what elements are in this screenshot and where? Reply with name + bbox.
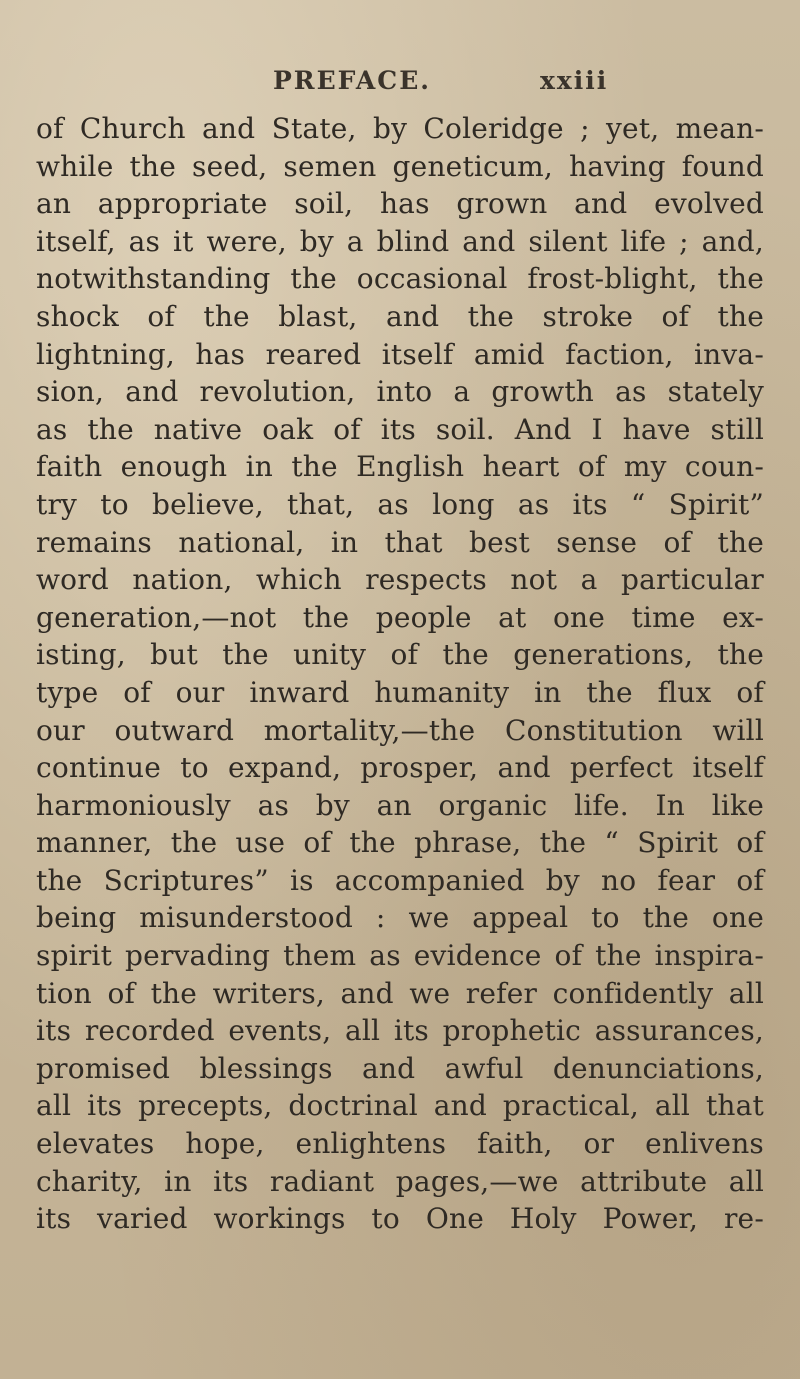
running-head-title: PREFACE. [273,66,431,95]
text-line: spirit pervading them as evidence of the inspira- [36,939,764,973]
body-text [36,110,764,1238]
text-line: try to believe, that, as long as its “ Spirit” [36,487,764,521]
text-line: the Scriptures” is accompanied by no fear of [36,863,764,897]
text-line: notwithstanding the occasional frost-blight, the [36,262,764,296]
text-line: promised blessings and awful denunciations, [36,1051,764,1085]
text-line: faith enough in the English heart of my coun- [36,450,764,484]
text-line: isting, but the unity of the generations, the [36,638,764,672]
text-line: as the native oak of its soil. And I have still [36,412,764,446]
text-line: shock of the blast, and the stroke of the [36,299,764,333]
text-line: word nation, which respects not a particular [36,563,764,597]
text-line: harmoniously as by an organic life. In like [36,788,764,822]
text-line: manner, the use of the phrase, the “ Spirit of [36,826,764,860]
text-line: elevates hope, enlightens faith, or enlivens [36,1127,764,1161]
text-line: remains national, in that best sense of the [36,525,764,559]
text-line: an appropriate soil, has grown and evolved [36,187,764,221]
text-line: our outward mortality,—the Constitution will [36,713,764,747]
page-number: xxiii [540,66,609,95]
text-line: generation,—not the people at one time ex- [36,600,764,634]
text-line: charity, in its radiant pages,—we attribute all [36,1164,764,1198]
running-head [0,66,800,106]
text-line: lightning, has reared itself amid faction, inva- [36,337,764,371]
text-line: sion, and revolution, into a growth as stately [36,375,764,409]
text-line: all its precepts, doctrinal and practical, all that [36,1089,764,1123]
text-line: while the seed, semen geneticum, having found [36,149,764,183]
text-line: of Church and State, by Coleridge ; yet, mean- [36,112,764,145]
text-line: being misunderstood : we appeal to the one [36,901,764,935]
text-line: its recorded events, all its prophetic assurances, [36,1014,764,1048]
text-line: type of our inward humanity in the flux of [36,675,764,709]
text-line: continue to expand, prosper, and perfect itself [36,751,764,785]
text-line: tion of the writers, and we refer confidently all [36,976,764,1010]
text-line: its varied workings to One Holy Power, re- [36,1202,764,1236]
text-line: itself, as it were, by a blind and silent life ; and, [36,224,764,258]
